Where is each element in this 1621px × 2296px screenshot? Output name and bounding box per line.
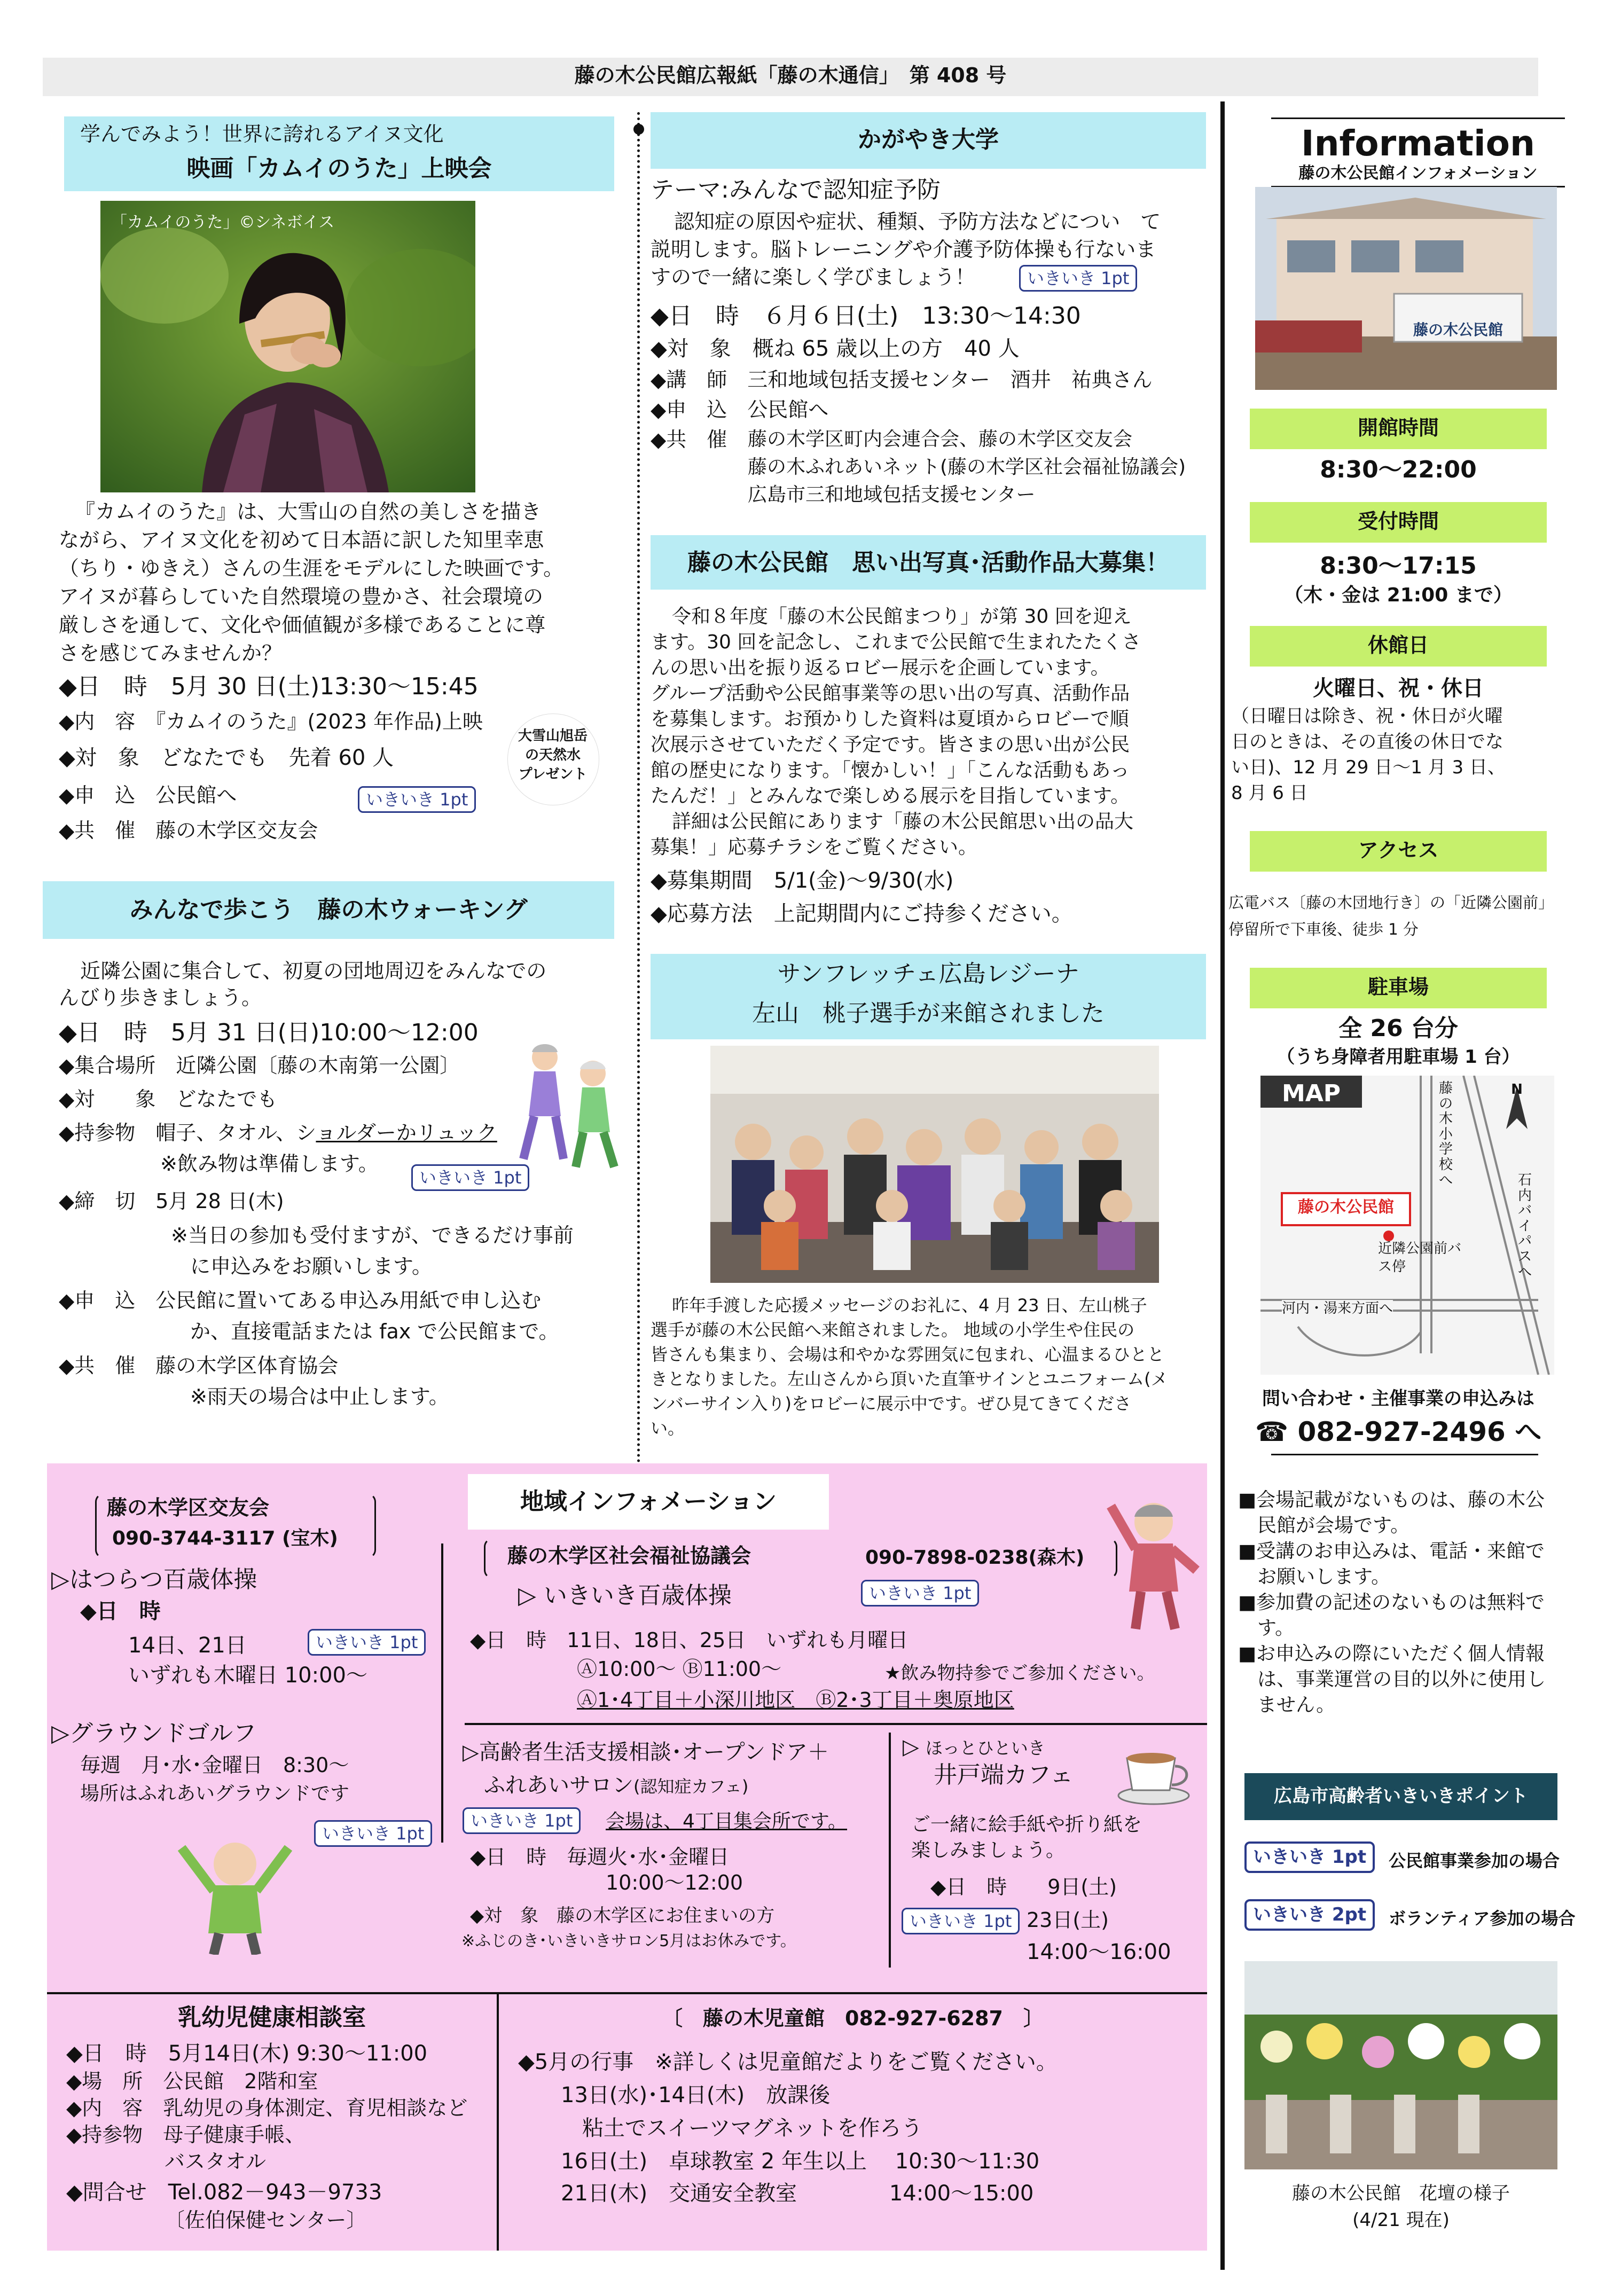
idobata-heading: 井戸端カフェ — [934, 1761, 1074, 1789]
ainu-apply: ◆申 込 公民館へ — [59, 783, 237, 807]
ainu-point-badge: いきいき 1pt — [358, 786, 476, 813]
memories-period: ◆募集期間 5/1(金)～9/30(水) — [651, 868, 954, 893]
walking-deadline: ◆締 切 5月 28 日(木) — [59, 1189, 284, 1213]
walking-items — [59, 1120, 497, 1146]
walking-apply: ◆申 込 公民館に置いてある申込み用紙で申し込む — [59, 1289, 542, 1312]
access-text: 停留所で下車後、徒歩 1 分 — [1228, 920, 1419, 938]
jidokan-events: ◆5月の行事 ※詳しくは児童館だよりをご覧ください。 — [518, 2050, 1058, 2074]
ainu-body-line: さを感じてみませんか？ — [59, 641, 283, 665]
walking-note: に申込みをお願いします。 — [190, 1255, 432, 1278]
jidokan-event: 粘土でスイーツマグネットを作ろう — [582, 2116, 923, 2141]
kagayaki-host-label: ◆共 催 — [651, 428, 727, 451]
memories-body: 館の歴史になります。「懐かしい！」「こんな活動もあっ — [651, 759, 1130, 781]
koyukai-name: 藤の木学区交友会 — [107, 1496, 270, 1519]
walking-drink: ※飲み物は準備します。 — [160, 1152, 379, 1176]
memories-method: ◆応募方法 上記期間内にご持参ください。 — [651, 902, 1073, 926]
ikiiki-heading: ▷ いきいき百歳体操 — [518, 1582, 732, 1609]
divider-dot — [633, 124, 644, 135]
reception-time: 8:30～17:15 — [1320, 552, 1477, 579]
regional-title: 地域インフォメーション — [520, 1488, 777, 1515]
open-label: 開館時間 — [1357, 416, 1439, 440]
ainu-body-line: 『カムイのうた』は、大雪山の自然の美しさを描き — [75, 500, 542, 523]
exercise-grandpa-illustration — [176, 1827, 294, 1955]
jidokan-heading: 〔 藤の木児童館 082-927-6287 〕 — [662, 2007, 1044, 2030]
infant-items: ◆持参物 母子健康手帳、 — [66, 2123, 306, 2146]
regina-body: きとなりました。左山さんから頂いた直筆サインとユニフォーム(メ — [651, 1369, 1168, 1389]
closed-note: 8 月 6 日 — [1231, 782, 1308, 804]
ikiiki-drink: ★飲み物持参でご参加ください。 — [884, 1663, 1155, 1684]
walking-note: ※当日の参加も受付ますが、できるだけ事前 — [171, 1224, 574, 1247]
ainu-body-line: アイヌが暮らしていた自然環境の豊かさ、社会環境の — [59, 585, 544, 608]
closed-note: （日曜日は除き、祝・休日が火曜 — [1231, 706, 1503, 727]
memories-body: を募集します。お預かりした資料は夏頃からロビーで順 — [651, 708, 1129, 730]
infant-place: ◆場 所 公民館 2階和室 — [66, 2070, 318, 2093]
ainu-gift-line: の天然水 — [524, 747, 581, 763]
reception-label: 受付時間 — [1357, 510, 1439, 533]
idobata-desc: 楽しみましょう。 — [911, 1839, 1066, 1861]
ikiiki-date: ◆日 時 11日、18日、25日 いずれも月曜日 — [470, 1628, 909, 1652]
column-divider-right — [1220, 101, 1225, 2270]
hatsuratsu-time: いずれも木曜日 10:00～ — [128, 1663, 367, 1688]
koyukai-bracket — [95, 1493, 376, 1558]
kagayaki-body: 認知症の原因や症状、種類、予防方法などについ て — [674, 210, 1161, 233]
salon-heading-text: 高齢者生活支援相談･オープンドア＋ — [479, 1740, 829, 1765]
kagayaki-heading: かがやき大学 — [858, 126, 999, 153]
column-divider-left — [637, 112, 640, 1463]
walking-items-underlined: ョルダーかリュック — [316, 1121, 497, 1145]
point1-text: 公民館事業参加の場合 — [1389, 1851, 1560, 1871]
memories-body: グループ活動や公民館事業等の思い出の写真、活動作品 — [651, 683, 1130, 704]
salon-note: ※ふじのき･いきいきサロン5月はお休みです。 — [461, 1932, 796, 1950]
golf-place: 場所はふれあいグラウンドです — [80, 1783, 350, 1805]
access-text: 広電バス〔藤の木団地行き〕の「近隣公園前」 — [1228, 894, 1554, 912]
kagayaki-theme: テーマ:みんなで認知症予防 — [651, 176, 941, 203]
newsletter-title: 藤の木公民館広報紙「藤の木通信」 第 408 号 — [574, 64, 1007, 87]
parking-note: （うち身障者用駐車場 1 台） — [1277, 1046, 1520, 1068]
parking-total: 全 26 台分 — [1338, 1015, 1458, 1042]
golf-heading-text: グラウンドゴルフ — [69, 1720, 257, 1747]
shakyo-name: 藤の木学区社会福祉協議会 — [507, 1544, 751, 1568]
infant-jidokan-divider — [497, 1994, 499, 2251]
golf-heading: ▷グラウンドゴルフ — [51, 1720, 257, 1747]
ainu-content: ◆内 容 『カムイのうた』(2023 年作品)上映 — [59, 710, 483, 733]
idobata-date: ◆日 時 9日(土) — [930, 1875, 1117, 1899]
ainu-photo-caption: 「カムイのうた」©シネボイス — [111, 213, 335, 232]
walkers-illustration — [513, 1036, 630, 1170]
jidokan-event: 21日(木) 交通安全教室 14:00～15:00 — [561, 2181, 1034, 2206]
points-title: 広島市高齢者いきいきポイント — [1274, 1785, 1528, 1807]
koyukai-phone: 090-3744-3117 (宝木) — [112, 1527, 338, 1549]
info-note: は、事業運営の目的以外に使用し — [1238, 1668, 1546, 1690]
memories-body: ます。30 回を記念し、これまで公民館で生まれたたくさ — [651, 631, 1141, 653]
golf-schedule: 毎週 月･水･金曜日 8:30～ — [80, 1753, 349, 1777]
salon-heading-2-text: ふれあいサロン — [484, 1773, 633, 1798]
walking-host: ◆共 催 藤の木学区体育協会 — [59, 1354, 339, 1377]
closed-note: い日)、12 月 29 日～1 月 3 日、 — [1231, 757, 1506, 778]
kagayaki-body: 説明します。脳トレーニングや介護予防体操も行ないま — [651, 238, 1156, 261]
ainu-gift-line: 大雪山旭岳 — [518, 728, 588, 744]
memories-body: 募集！」応募チラシをご覧ください。 — [651, 836, 978, 858]
closed-days: 火曜日、祝・休日 — [1313, 676, 1484, 701]
salon-heading-2 — [484, 1772, 748, 1799]
ikiiki-badge: いきいき 1pt — [861, 1580, 979, 1607]
memories-body: 令和８年度「藤の木公民館まつり」が第 30 回を迎え — [672, 606, 1132, 628]
open-time: 8:30～22:00 — [1320, 456, 1477, 483]
regina-group-photo — [710, 1046, 1159, 1283]
ainu-gift-line: プレゼント — [518, 766, 588, 782]
map-school: 藤の木小学校へ — [1439, 1080, 1453, 1188]
walking-intro: 近隣公園に集合して、初夏の団地周辺をみんなでの — [80, 959, 547, 983]
regional-divider-h — [465, 1723, 1207, 1725]
ainu-host: ◆共 催 藤の木学区交友会 — [59, 819, 318, 842]
point1-badge: いきいき 1pt — [1244, 1841, 1375, 1873]
parking-label: 駐車場 — [1367, 975, 1429, 999]
salon-heading-2-small: (認知症カフェ) — [633, 1776, 749, 1797]
map-kominkan: 藤の木公民館 — [1298, 1198, 1394, 1217]
info-note: ■受講のお申込みは、電話・来館で — [1238, 1540, 1545, 1562]
contact-phone: ☎ 082-927-2496 へ — [1255, 1416, 1542, 1447]
info-title-rule-top — [1271, 117, 1565, 119]
infant-heading: 乳幼児健康相談室 — [178, 2004, 366, 2031]
regina-body: い。 — [651, 1418, 685, 1438]
ainu-movie-photo — [100, 201, 475, 492]
golf-badge: いきいき 1pt — [314, 1820, 432, 1847]
hatsuratsu-badge: いきいき 1pt — [308, 1629, 426, 1656]
info-note: ■参加費の記述のないものは無料で — [1238, 1592, 1545, 1613]
kagayaki-date: ◆日 時 ６月６日(土) 13:30～14:30 — [651, 302, 1081, 330]
regina-body: 昨年手渡した応援メッセージのお礼に、4 月 23 日、左山桃子 — [672, 1295, 1147, 1315]
ainu-heading-sub: 学んでみよう！世界に誇れるアイヌ文化 — [80, 122, 444, 146]
closed-label: 休館日 — [1367, 633, 1429, 657]
ainu-target: ◆対 象 どなたでも 先着 60 人 — [59, 746, 394, 770]
map-title: MAP — [1281, 1080, 1341, 1107]
kagayaki-host: 藤の木学区町内会連合会、藤の木学区交友会 — [748, 428, 1133, 450]
walking-target: ◆対 象 どなたでも — [59, 1087, 278, 1111]
infant-items2: バスタオル — [165, 2150, 267, 2173]
map-kawachi: 河内・湯来方面へ — [1282, 1300, 1393, 1317]
access-label: アクセス — [1358, 839, 1439, 862]
salon-badge: いきいき 1pt — [463, 1807, 581, 1834]
info-note: ません。 — [1238, 1694, 1336, 1716]
walking-heading: みんなで歩こう 藤の木ウォーキング — [129, 896, 528, 923]
idobata-small: ▷ ほっとひといき — [903, 1735, 1045, 1759]
flower-caption: 藤の木公民館 花壇の様子 — [1292, 2183, 1510, 2204]
salon-time: 10:00～12:00 — [606, 1871, 743, 1894]
salon-target: ◆対 象 藤の木学区にお住まいの方 — [470, 1905, 775, 1926]
memories-body: 次展示させていただく予定です。皆さまの思い出が公民 — [651, 734, 1130, 756]
walking-point-badge: いきいき 1pt — [411, 1164, 529, 1191]
infant-center: 〔佐伯保健センター〕 — [165, 2208, 367, 2232]
ainu-body-line: ながら、アイヌ文化を初めて日本語に訳した知里幸恵 — [59, 528, 544, 552]
info-note: ■会場記載がないものは、藤の木公 — [1238, 1489, 1545, 1511]
exercise-lady-illustration — [1100, 1490, 1207, 1634]
kagayaki-body: すので一緒に楽しく学びましょう！ — [651, 265, 976, 289]
regional-divider-v2 — [889, 1733, 891, 1968]
walking-items-text: ◆持参物 帽子、タオル、シ — [59, 1121, 316, 1145]
infant-date: ◆日 時 5月14日(木) 9:30～11:00 — [66, 2041, 428, 2066]
info-title: Information — [1301, 123, 1535, 164]
salon-heading: ▷高齢者生活支援相談･オープンドア＋ — [463, 1740, 829, 1765]
infant-content: ◆内 容 乳幼児の身体測定、育児相談など — [66, 2096, 468, 2120]
info-note: す。 — [1238, 1617, 1295, 1639]
point2-text: ボランティア参加の場合 — [1389, 1908, 1576, 1929]
kagayaki-target: ◆対 象 概ね 65 歳以上の方 40 人 — [651, 336, 1020, 361]
ainu-date: ◆日 時 5月 30 日(土)13:30～15:45 — [59, 673, 479, 700]
kagayaki-host: 藤の木ふれあいネット(藤の木学区社会福祉協議会) — [748, 456, 1186, 478]
walking-intro: んびり歩きましょう。 — [59, 986, 262, 1009]
ikiiki-areas: Ⓐ1･4丁目＋小深川地区 Ⓑ2･3丁目＋奥原地区 — [577, 1688, 1014, 1712]
kominkan-building-photo — [1255, 187, 1557, 390]
map-bypass: 石内バイパスへ — [1518, 1172, 1532, 1280]
regional-rule — [47, 1992, 1207, 1994]
ikiiki-heading-text: いきいき百歳体操 — [543, 1582, 732, 1609]
flower-caption: (4/21 現在) — [1352, 2209, 1450, 2231]
salon-date: ◆日 時 毎週火･水･金曜日 — [470, 1845, 730, 1869]
regina-body: ンバーサイン入り)をロビーに展示中です。ぜひ見てきてくださ — [651, 1393, 1132, 1414]
ainu-heading-main: 映画「カムイのうた」上映会 — [186, 155, 492, 182]
map-bus-stop: 近隣公園前バス停 — [1378, 1241, 1462, 1275]
idobata-desc: ご一緒に絵手紙や折り紙を — [911, 1814, 1142, 1836]
idobata-small-text: ほっとひといき — [925, 1738, 1045, 1758]
idobata-badge: いきいき 1pt — [902, 1908, 1020, 1934]
hatsuratsu-heading-text: はつらつ百歳体操 — [69, 1566, 257, 1593]
info-subtitle: 藤の木公民館インフォメーション — [1298, 164, 1538, 183]
map-north: N — [1511, 1082, 1523, 1098]
ikiiki-times: Ⓐ10:00～ Ⓑ11:00～ — [577, 1657, 782, 1681]
hatsuratsu-heading: ▷はつらつ百歳体操 — [51, 1566, 257, 1593]
infant-contact: ◆問合せ Tel.082－943－9733 — [66, 2180, 382, 2205]
walking-rain: ※雨天の場合は中止します。 — [190, 1385, 449, 1408]
kagayaki-apply: ◆申 込 公民館へ — [651, 398, 829, 421]
memories-heading: 藤の木公民館 思い出写真･活動作品大募集！ — [687, 549, 1169, 576]
idobata-date2: 23日(土) — [1027, 1908, 1109, 1932]
kagayaki-host: 広島市三和地域包括支援センター — [748, 484, 1036, 506]
regina-heading: サンフレッチェ広島レジーナ — [777, 960, 1079, 988]
regina-body: 選手が藤の木公民館へ来館されました。 地域の小学生や住民の — [651, 1320, 1135, 1340]
coffee-cup-illustration — [1116, 1737, 1191, 1806]
ainu-body-line: （ちり・ゆきえ）さんの生涯をモデルにした映画です。 — [59, 557, 564, 580]
info-note: 民館が会場です。 — [1238, 1515, 1410, 1537]
access-map — [1260, 1076, 1554, 1375]
shakyo-phone: 090-7898-0238(森木) — [865, 1547, 1085, 1569]
hatsuratsu-dates: 14日、21日 — [128, 1633, 247, 1658]
flower-bed-photo — [1244, 1961, 1557, 2169]
walking-date: ◆日 時 5月 31 日(日)10:00～12:00 — [59, 1019, 479, 1046]
closed-note: 日のときは、その直後の休日でな — [1231, 731, 1503, 753]
walking-apply: か、直接電話または fax で公民館まで。 — [190, 1320, 559, 1343]
regional-divider-v1 — [441, 1543, 443, 1843]
salon-venue: 会場は、4丁目集会所です。 — [606, 1811, 848, 1832]
contact-underline — [1271, 1454, 1538, 1455]
info-note: ■お申込みの際にいただく個人情報 — [1238, 1643, 1545, 1665]
point2-badge: いきいき 2pt — [1244, 1899, 1375, 1931]
ainu-body-line: 厳しさを通して、文化や価値観が多様であることに尊 — [59, 613, 546, 637]
hatsuratsu-date-label: ◆日 時 — [80, 1599, 161, 1624]
contact-label: 問い合わせ・主催事業の申込みは — [1262, 1388, 1534, 1409]
reception-note: （木・金は 21:00 まで） — [1284, 584, 1513, 606]
building-sign: 藤の木公民館 — [1413, 321, 1503, 339]
memories-body: たんだ！」とみんなで楽しめる展示を目指しています。 — [651, 785, 1130, 807]
jidokan-event: 13日(水)･14日(木) 放課後 — [561, 2083, 831, 2107]
walking-place: ◆集合場所 近隣公園〔藤の木南第一公園〕 — [59, 1054, 460, 1077]
idobata-time: 14:00～16:00 — [1027, 1940, 1171, 1964]
info-note: お願いします。 — [1238, 1566, 1391, 1588]
kagayaki-point-badge: いきいき 1pt — [1019, 265, 1137, 292]
regina-body: 皆さんも集まり、会場は和やかな雰囲気に包まれ、心温まるひとと — [651, 1344, 1164, 1365]
memories-body: んの思い出を振り返るロビー展示を企画しています。 — [651, 657, 1110, 679]
kagayaki-lecturer: ◆講 師 三和地域包括支援センター 酒井 祐典さん — [651, 368, 1153, 391]
memories-body: 詳細は公民館にあります「藤の木公民館思い出の品大 — [672, 811, 1134, 833]
jidokan-event: 16日(土) 卓球教室 2 年生以上 10:30～11:30 — [561, 2149, 1040, 2174]
regina-heading: 左山 桃子選手が来館されました — [752, 1000, 1105, 1027]
